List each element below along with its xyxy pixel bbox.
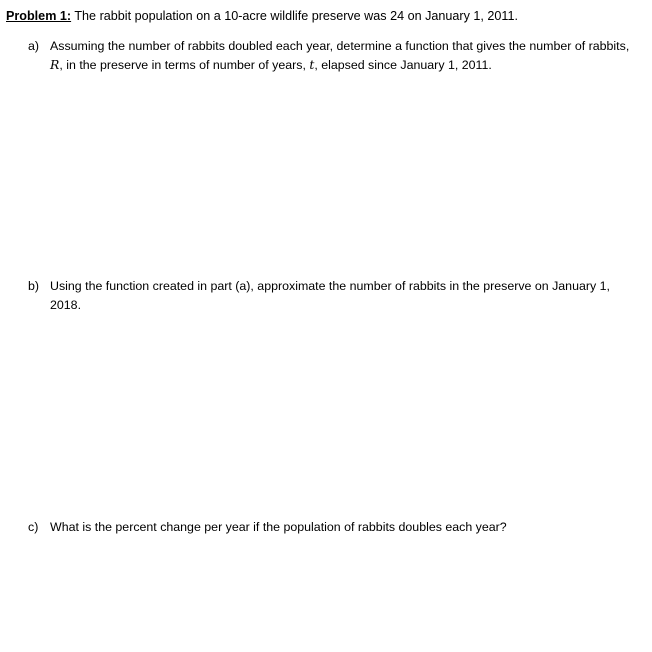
problem-heading [6,8,646,25]
part-a-variable-t: t [309,56,315,72]
part-b [28,277,638,314]
problem-label: Problem 1: [6,9,72,23]
part-a-variable-r: R [50,56,60,72]
problem-statement: The rabbit population on a 10-acre wildlife preserve was 24 on January 1, 2011. [71,9,518,23]
part-a [28,37,638,74]
part-a-letter: a) [28,39,40,53]
part-b-letter: b) [28,279,40,293]
part-c-question: What is the percent change per year if the population of rabbits doubles each year? [50,520,507,534]
part-a-question [50,37,638,74]
part-c-letter: c) [28,520,39,534]
part-c [28,518,638,537]
part-a-text-1: Assuming the number of rabbits doubled each year, determine a function that gives the number of rabbits, [50,39,630,53]
part-b-question: Using the function created in part (a), approximate the number of rabbits in the preserve on January 1, 2018. [50,279,610,312]
part-a-text-3: , elapsed since January 1, 2011. [314,57,492,72]
part-a-text-2: , in the preserve in terms of number of years, [59,57,310,72]
